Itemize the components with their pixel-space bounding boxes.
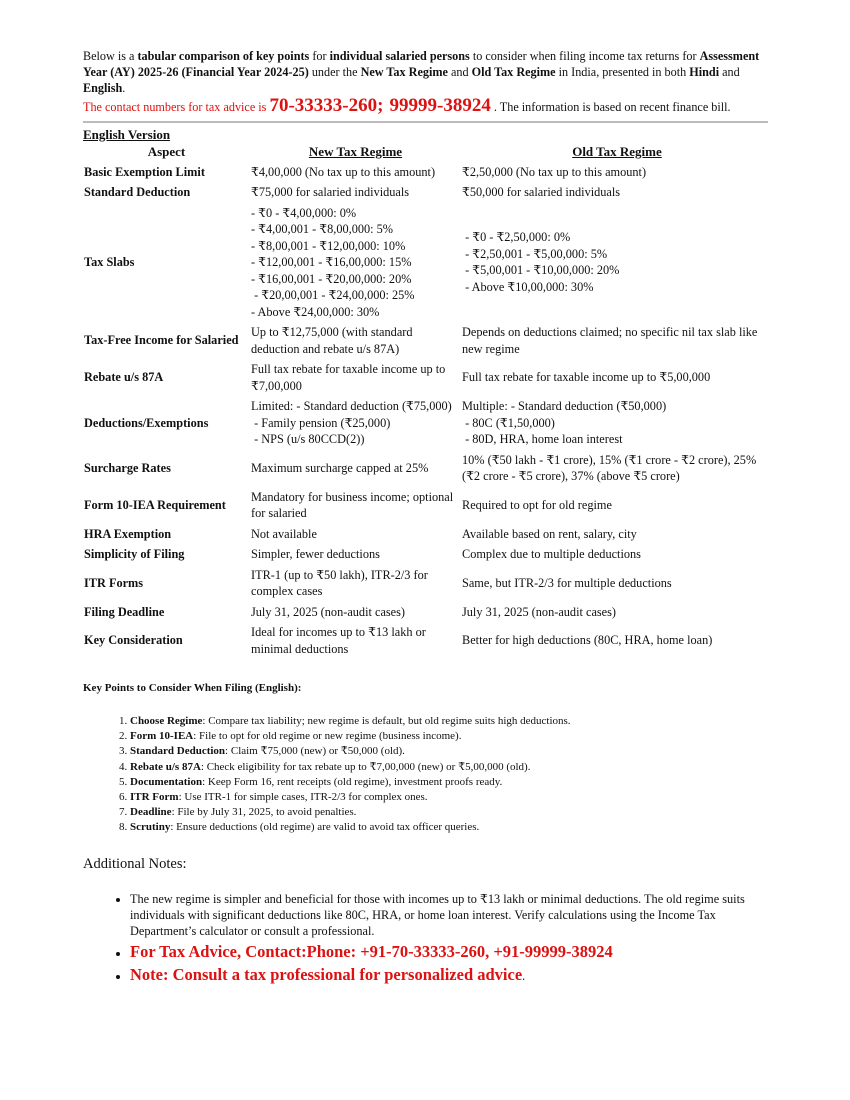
cell-line: - ₹12,00,001 - ₹16,00,000: 15% [251, 255, 412, 269]
header-aspect: Aspect [147, 144, 186, 159]
cell-line: July 31, 2025 (non-audit cases) [462, 604, 617, 619]
key-point-item [130, 805, 768, 820]
divider [83, 121, 768, 123]
key-point-item [130, 714, 768, 729]
cell-line: Depends on deductions claimed; no specific nil tax slab like new regime [462, 325, 761, 356]
cell-line: ₹50,000 for salaried individuals [462, 185, 621, 199]
intro-bold: Hindi [689, 65, 720, 79]
cell-line: Same, but ITR-2/3 for multiple deductions [462, 575, 672, 590]
row-aspect: Rebate u/s 87A [84, 370, 164, 385]
row-new-regime [250, 525, 461, 546]
key-point-item [130, 760, 768, 775]
cell-line: - ₹0 - ₹4,00,000: 0% [251, 205, 357, 220]
table-row [83, 623, 773, 660]
cell-line: - NPS (u/s 80CCD(2)) [251, 432, 365, 446]
cell-line: July 31, 2025 (non-audit cases) [251, 604, 406, 619]
cell-line: ₹4,00,000 (No tax up to this amount) [251, 164, 436, 179]
row-new-regime [250, 183, 461, 204]
cell-line: - Above ₹10,00,000: 30% [462, 279, 594, 294]
table-row [83, 603, 773, 624]
key-point-label: Choose Regime [130, 715, 203, 727]
row-aspect: Key Consideration [84, 633, 183, 648]
contact-separator: ; [377, 95, 384, 116]
key-point-label: Form 10-IEA [130, 730, 194, 743]
cell-line: - ₹2,50,001 - ₹5,00,000: 5% [462, 246, 608, 261]
key-point-item [130, 744, 768, 759]
row-aspect: Tax-Free Income for Salaried [84, 333, 239, 348]
cell-line: Up to ₹12,75,000 (with standard deduction and rebate u/s 87A) [251, 325, 416, 356]
row-aspect: Form 10-IEA Requirement [84, 497, 226, 512]
cell-line: - 80D, HRA, home loan interest [462, 432, 623, 446]
key-point-item [130, 790, 768, 805]
cell-line: Full tax rebate for taxable income up to ₹7,00,000 [251, 362, 449, 393]
key-point-text: : Check eligibility for tax rebate up to ₹7,00,000 (new) or ₹5,00,000 (old). [200, 760, 531, 773]
cell-line: Better for high deductions (80C, HRA, home loan) [462, 633, 713, 648]
intro-bold: Assessment Year (AY) 2025-26 (Financial Year 2024-25) [83, 49, 760, 79]
notes-list [83, 891, 768, 985]
table-row [83, 360, 773, 397]
intro-text: and [447, 65, 472, 79]
table-row [83, 525, 773, 546]
table-row [83, 397, 773, 451]
contact-tail: . The information is based on recent finance bill. [493, 100, 731, 114]
intro-text: for [309, 49, 330, 63]
row-old-regime [461, 323, 773, 360]
table-row [83, 183, 773, 204]
version-title: English Version [83, 127, 171, 142]
key-point-text: : Compare tax liability; new regime is default, but old regime suits high deductions. [202, 715, 571, 727]
intro-text: Below is a [83, 49, 138, 63]
cell-line: Ideal for incomes up to ₹13 lakh or minimal deductions [251, 625, 429, 656]
intro-text: and [719, 65, 740, 79]
notes-title: Additional Notes: [83, 855, 187, 872]
cell-line: Available based on rent, salary, city [462, 526, 637, 541]
key-point-text: : Use ITR-1 for simple cases, ITR-2/3 for complex ones. [178, 791, 428, 804]
row-aspect: Simplicity of Filing [84, 547, 185, 561]
row-new-regime [250, 451, 461, 488]
intro-paragraph [83, 48, 768, 96]
contact-label: The contact numbers for tax advice is [83, 100, 270, 114]
key-point-label: Scrutiny [130, 821, 171, 834]
key-point-text: : Keep Form 16, rent receipts (old regime), investment proofs ready. [202, 775, 503, 788]
row-new-regime [250, 163, 461, 184]
key-points-list [83, 714, 768, 836]
row-new-regime [250, 360, 461, 397]
row-old-regime [461, 525, 773, 546]
row-new-regime [250, 545, 461, 566]
note-text: The new regime is simpler and beneficial for those with incomes up to ₹13 lakh or minimal deductions. The old regime suits individuals with significant deductions like 80C, HRA, or home loan interest. Verify calculations using the Income Tax Department’s calculator or consult a professional. [130, 891, 745, 938]
cell-line: Not available [251, 526, 317, 541]
table-row [83, 488, 773, 525]
cell-line: Simpler, fewer deductions [251, 547, 380, 561]
cell-line: - ₹8,00,001 - ₹12,00,000: 10% [251, 238, 406, 253]
cell-line: - Above ₹24,00,000: 30% [251, 304, 380, 319]
header-new-regime: New Tax Regime [308, 144, 403, 159]
key-point-text: : Claim ₹75,000 (new) or ₹50,000 (old). [225, 745, 405, 758]
row-aspect: Deductions/Exemptions [84, 415, 209, 430]
row-old-regime [461, 397, 773, 451]
key-points-title: Key Points to Consider When Filing (English): [83, 682, 302, 694]
intro-text: . [122, 81, 126, 95]
key-point-label: Deadline [130, 806, 172, 819]
row-new-regime [250, 488, 461, 525]
key-point-label: Standard Deduction [130, 745, 226, 758]
table-row [83, 163, 773, 184]
row-aspect: HRA Exemption [84, 526, 172, 541]
row-new-regime [250, 323, 461, 360]
row-aspect: Basic Exemption Limit [84, 164, 205, 179]
cell-line: 10% (₹50 lakh - ₹1 crore), 15% (₹1 crore - ₹2 crore), 25% (₹2 crore - ₹5 crore), 37% (above ₹5 crore) [462, 452, 760, 483]
row-old-regime [461, 163, 773, 184]
table-row [83, 451, 773, 488]
cell-line: - ₹20,00,001 - ₹24,00,000: 25% [251, 288, 415, 302]
key-point-label: Rebate u/s 87A [130, 760, 201, 773]
intro-text: in India, presented in both [555, 65, 690, 79]
contact-line [83, 95, 768, 116]
row-new-regime [250, 397, 461, 451]
row-old-regime [461, 451, 773, 488]
cell-line: - ₹4,00,001 - ₹8,00,000: 5% [251, 222, 394, 236]
row-old-regime [461, 488, 773, 525]
intro-bold: individual salaried persons [329, 49, 470, 63]
table-row [83, 545, 773, 566]
key-point-label: ITR Form [130, 791, 179, 804]
intro-bold: English [83, 81, 123, 95]
row-old-regime [461, 545, 773, 566]
intro-text: under the [308, 65, 361, 79]
table-row [83, 323, 773, 360]
cell-line: Full tax rebate for taxable income up to ₹5,00,000 [462, 370, 711, 385]
row-old-regime [461, 566, 773, 603]
row-aspect: Tax Slabs [84, 255, 135, 269]
header-old-regime: Old Tax Regime [572, 144, 662, 159]
row-new-regime [250, 204, 461, 324]
row-aspect: Standard Deduction [84, 185, 191, 199]
key-point-text: : File by July 31, 2025, to avoid penalties. [171, 806, 357, 819]
document-page [83, 48, 768, 988]
cell-line: Mandatory for business income; optional for salaried [251, 489, 457, 520]
cell-line: ₹75,000 for salaried individuals [251, 185, 410, 199]
row-aspect: Filing Deadline [84, 604, 165, 619]
row-old-regime [461, 183, 773, 204]
intro-bold: Old Tax Regime [471, 65, 556, 79]
key-point-item [130, 775, 768, 790]
note-tail: . [522, 968, 526, 983]
cell-line: Maximum surcharge capped at 25% [251, 460, 429, 475]
table-row [83, 204, 773, 324]
row-aspect: ITR Forms [84, 575, 144, 590]
table-header-row [83, 144, 773, 163]
row-old-regime [461, 360, 773, 397]
row-old-regime [461, 603, 773, 624]
cell-line: - ₹5,00,001 - ₹10,00,000: 20% [462, 263, 620, 278]
intro-bold: New Tax Regime [360, 65, 448, 79]
row-new-regime [250, 566, 461, 603]
key-point-label: Documentation [130, 775, 203, 788]
note-item [130, 965, 768, 985]
table-body [83, 163, 773, 661]
key-point-item [130, 729, 768, 744]
cell-line: - ₹16,00,001 - ₹20,00,000: 20% [251, 271, 412, 286]
row-old-regime [461, 204, 773, 324]
cell-line: Required to opt for old regime [462, 497, 612, 512]
table-row [83, 566, 773, 603]
note-advice: Note: Consult a tax professional for personalized advice [130, 964, 523, 984]
row-aspect: Surcharge Rates [84, 460, 171, 475]
cell-line: - 80C (₹1,50,000) [462, 415, 555, 430]
note-contact: For Tax Advice, Contact:Phone: +91-70-33333-260, +91-99999-38924 [130, 941, 613, 961]
cell-line: - ₹0 - ₹2,50,000: 0% [462, 230, 571, 245]
contact-number-1: 70-33333-260 [269, 95, 378, 116]
key-point-item [130, 820, 768, 835]
row-old-regime [461, 623, 773, 660]
contact-number-2: 99999-38924 [389, 95, 491, 116]
cell-line: ₹2,50,000 (No tax up to this amount) [462, 164, 647, 179]
cell-line: ITR-1 (up to ₹50 lakh), ITR-2/3 for complex cases [251, 567, 431, 598]
note-item [130, 891, 768, 939]
cell-line: Complex due to multiple deductions [462, 547, 641, 561]
cell-line: - Family pension (₹25,000) [251, 415, 391, 430]
key-point-text: : Ensure deductions (old regime) are valid to avoid tax officer queries. [170, 821, 480, 834]
key-point-text: : File to opt for old regime or new regime (business income). [193, 730, 462, 743]
row-new-regime [250, 603, 461, 624]
note-item [130, 942, 768, 962]
row-new-regime [250, 623, 461, 660]
cell-line: Limited: - Standard deduction (₹75,000) [251, 399, 452, 413]
intro-bold: tabular comparison of key points [137, 49, 310, 63]
comparison-table [83, 144, 773, 660]
cell-line: Multiple: - Standard deduction (₹50,000) [462, 399, 667, 413]
intro-text: to consider when filing income tax returns for [469, 49, 700, 63]
